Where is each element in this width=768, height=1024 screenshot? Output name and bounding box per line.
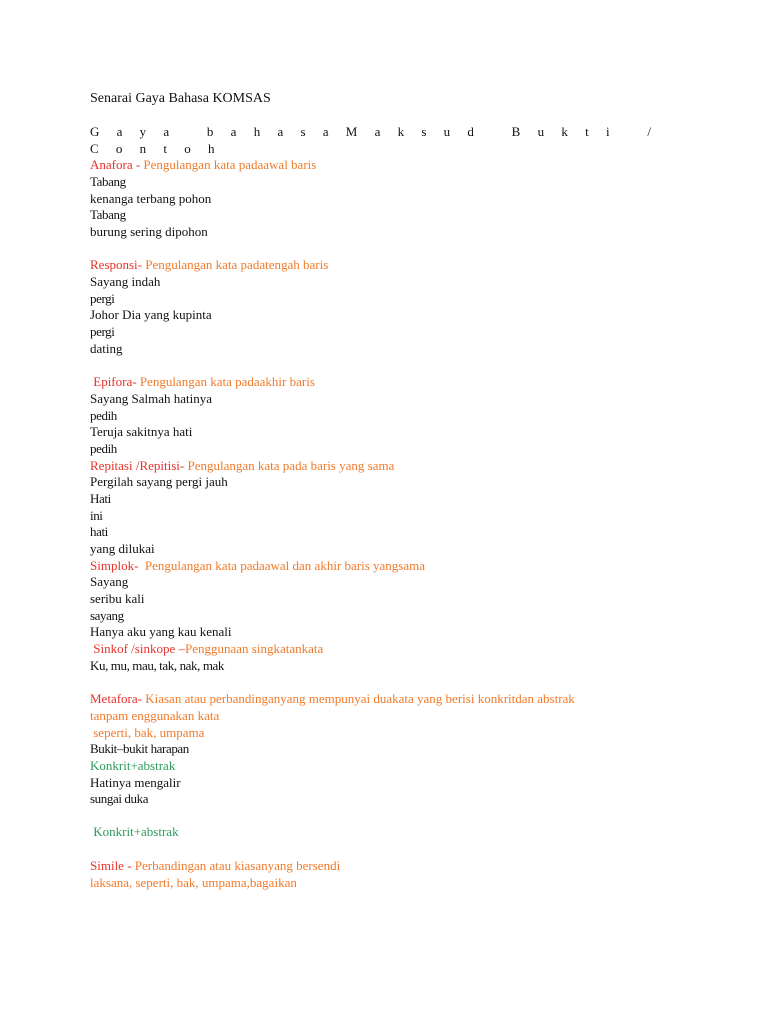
metafora-example-line: sungai duka bbox=[90, 791, 149, 806]
metafora-meaning-line-3: seperti, bak, umpama bbox=[90, 725, 205, 740]
metafora-note: Konkrit+abstrak bbox=[90, 824, 179, 839]
responsi-term: Responsi- bbox=[90, 257, 142, 272]
repitasi-example-line: yang dilukai bbox=[90, 541, 155, 556]
simplok-example-line: Hanya aku yang kau kenali bbox=[90, 624, 232, 639]
responsi-example-line: pergi bbox=[90, 324, 115, 339]
simplok-term: Simplok- bbox=[90, 558, 139, 573]
responsi-example-line: Sayang indah bbox=[90, 274, 161, 289]
anafora-example-line: burung sering dipohon bbox=[90, 224, 208, 239]
simplok-meaning: Pengulangan kata padaawal dan akhir baris yangsama bbox=[138, 558, 426, 573]
table-header-row-2: C o n t o h bbox=[90, 141, 222, 156]
table-header-row-1: G a y a b a h a s a M a k s u d B u k t i / bbox=[90, 124, 658, 139]
document-title: Senarai Gaya Bahasa KOMSAS bbox=[90, 91, 271, 106]
epifora-example-line: pedih bbox=[90, 408, 117, 423]
repitasi-heading bbox=[90, 458, 394, 474]
metafora-example-line: Bukit–bukit harapan bbox=[90, 741, 189, 756]
simplok-example-line: seribu kali bbox=[90, 591, 145, 606]
responsi-example-line: Johor Dia yang kupinta bbox=[90, 307, 212, 322]
sinkof-term: Sinkof /sinkope – bbox=[90, 641, 185, 656]
repitasi-example-line: hati bbox=[90, 524, 108, 539]
epifora-heading bbox=[90, 374, 315, 390]
metafora-meaning-line-2: tanpam enggunakan kata bbox=[90, 708, 220, 723]
metafora-meaning: Kiasan atau perbandinganyang mempunyai duakata yang berisi konkritdan abstrak bbox=[141, 691, 575, 706]
anafora-meaning: Pengulangan kata padaawal baris bbox=[140, 157, 317, 172]
epifora-example-line: Sayang Salmah hatinya bbox=[90, 391, 213, 406]
metafora-term: Metafora- bbox=[90, 691, 142, 706]
responsi-meaning: Pengulangan kata padatengah baris bbox=[142, 257, 329, 272]
anafora-example-line: Tabang bbox=[90, 174, 126, 189]
simile-meaning: Perbandingan atau kiasanyang bersendi bbox=[131, 858, 341, 873]
anafora-example-line: kenanga terbang pohon bbox=[90, 191, 212, 206]
epifora-example-line: pedih bbox=[90, 441, 117, 456]
epifora-term: Epifora- bbox=[90, 374, 137, 389]
responsi-heading bbox=[90, 257, 328, 273]
anafora-heading bbox=[90, 157, 316, 173]
responsi-example-line: pergi bbox=[90, 291, 115, 306]
epifora-example-line: Teruja sakitnya hati bbox=[90, 424, 193, 439]
responsi-example-line: dating bbox=[90, 341, 123, 356]
simile-meaning-line-2: laksana, seperti, bak, umpama,bagaikan bbox=[90, 875, 297, 890]
simplok-example-line: Sayang bbox=[90, 574, 129, 589]
metafora-example-line: Hatinya mengalir bbox=[90, 775, 181, 790]
simile-heading bbox=[90, 858, 340, 874]
sinkof-heading bbox=[90, 641, 323, 657]
sinkof-meaning: Penggunaan singkatankata bbox=[184, 641, 324, 656]
anafora-term: Anafora - bbox=[90, 157, 141, 172]
simile-term: Simile - bbox=[90, 858, 132, 873]
simplok-heading bbox=[90, 558, 425, 574]
repitasi-example-line: Pergilah sayang pergi jauh bbox=[90, 474, 228, 489]
epifora-meaning: Pengulangan kata padaakhir baris bbox=[136, 374, 315, 389]
metafora-note: Konkrit+abstrak bbox=[90, 758, 176, 773]
simplok-example-line: sayang bbox=[90, 608, 124, 623]
repitasi-meaning: Pengulangan kata pada baris yang sama bbox=[184, 458, 395, 473]
repitasi-term: Repitasi /Repitisi- bbox=[90, 458, 185, 473]
repitasi-example-line: Hati bbox=[90, 491, 111, 506]
anafora-example-line: Tabang bbox=[90, 207, 126, 222]
sinkof-example-line: Ku, mu, mau, tak, nak, mak bbox=[90, 658, 225, 673]
metafora-heading bbox=[90, 691, 575, 707]
repitasi-example-line: ini bbox=[90, 508, 103, 523]
